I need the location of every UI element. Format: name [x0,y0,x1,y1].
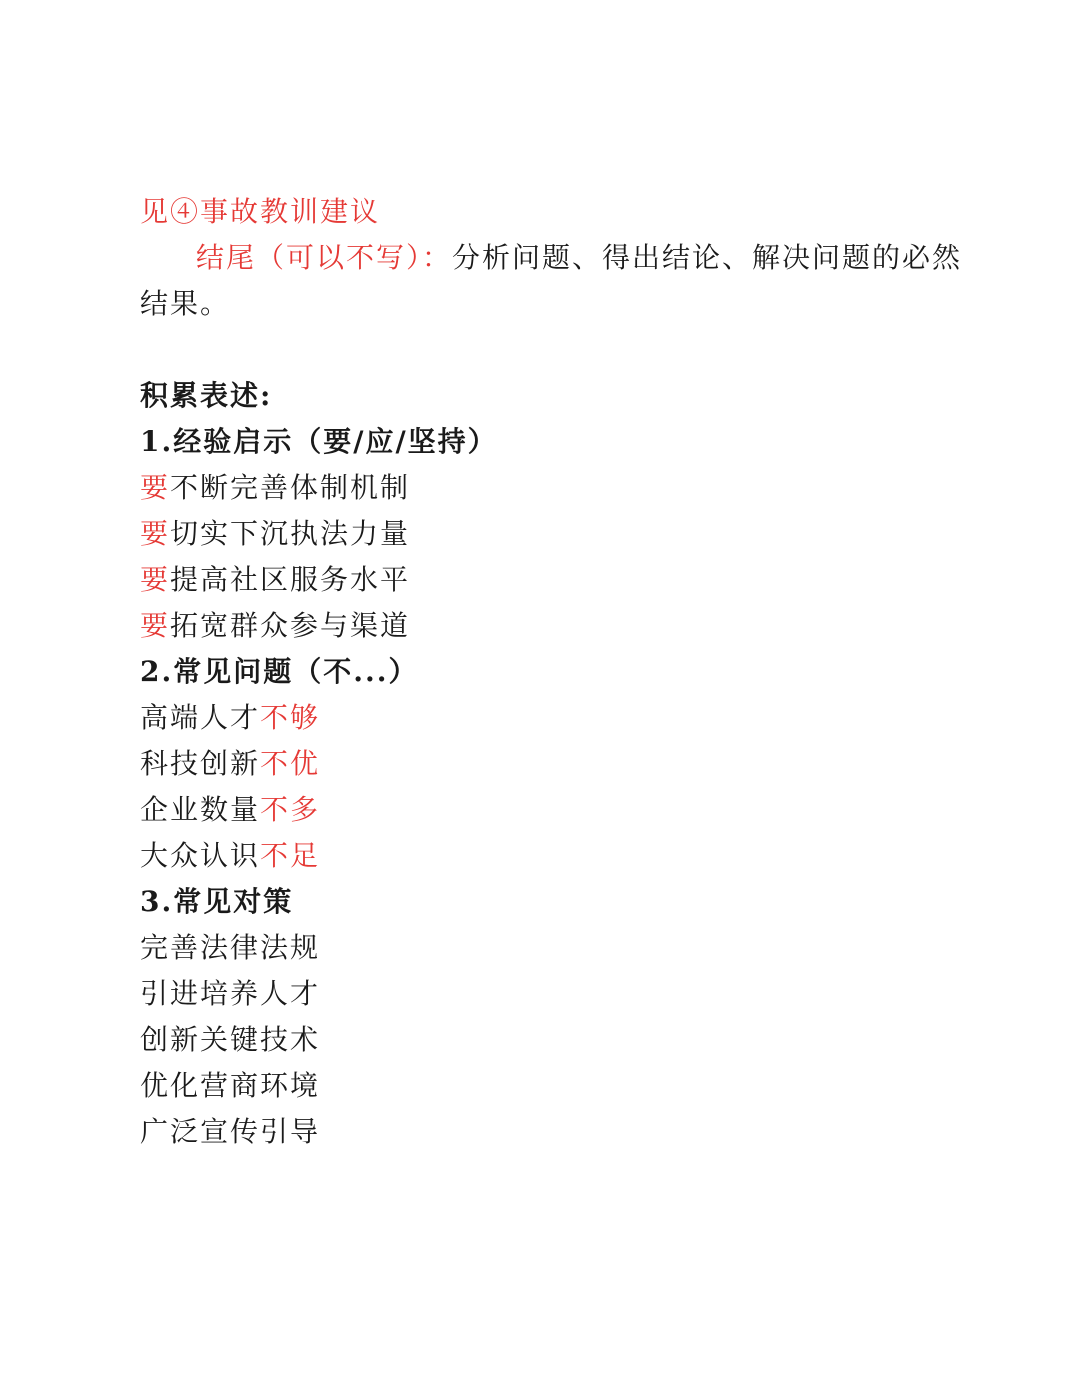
section1-title: 1.经验启示（要/应/坚持） [140,425,498,458]
section1-item [140,514,410,554]
section3-item: 广泛宣传引导 [140,1115,321,1148]
section1-item-text: 提高社区服务水平 [170,563,411,596]
section2-item-suffix: 不优 [260,747,321,780]
section1-item-text: 切实下沉执法力量 [170,517,411,550]
section1-item-text: 不断完善体制机制 [170,471,411,504]
section2-item [140,698,320,738]
ending-text-continued: 结果。 [140,287,231,320]
section1-item [140,468,410,508]
section1-item-prefix: 要 [140,563,171,596]
section3-title: 3.常见对策 [140,885,294,918]
section3-item: 创新关键技术 [140,1023,321,1056]
section1-item [140,606,410,646]
section2-item-suffix: 不多 [260,793,321,826]
section1-item-prefix: 要 [140,471,171,504]
section3-item: 引进培养人才 [140,977,321,1010]
section2-item-suffix: 不足 [260,839,321,872]
accumulate-heading: 积累表述: [140,379,273,412]
section1-item-prefix: 要 [140,517,171,550]
section1-item-prefix: 要 [140,609,171,642]
section2-item-text: 大众认识 [140,839,261,872]
section3-item: 完善法律法规 [140,931,321,964]
section3-item: 优化营商环境 [140,1069,321,1102]
section2-item [140,790,320,830]
section1-item [140,560,410,600]
section2-item [140,836,320,876]
section1-item-text: 拓宽群众参与渠道 [170,609,411,642]
ending-label: 结尾（可以不写）： [196,241,453,274]
see-reference-line: 见④事故教训建议 [140,195,381,228]
section2-item-text: 科技创新 [140,747,261,780]
section2-item-text: 企业数量 [140,793,261,826]
section2-item [140,744,320,784]
section2-item-text: 高端人才 [140,701,261,734]
ending-text: 分析问题、得出结论、解决问题的必然 [452,241,963,274]
section2-item-suffix: 不够 [260,701,321,734]
section2-title: 2.常见问题（不...） [140,655,419,688]
ending-line [196,238,962,278]
